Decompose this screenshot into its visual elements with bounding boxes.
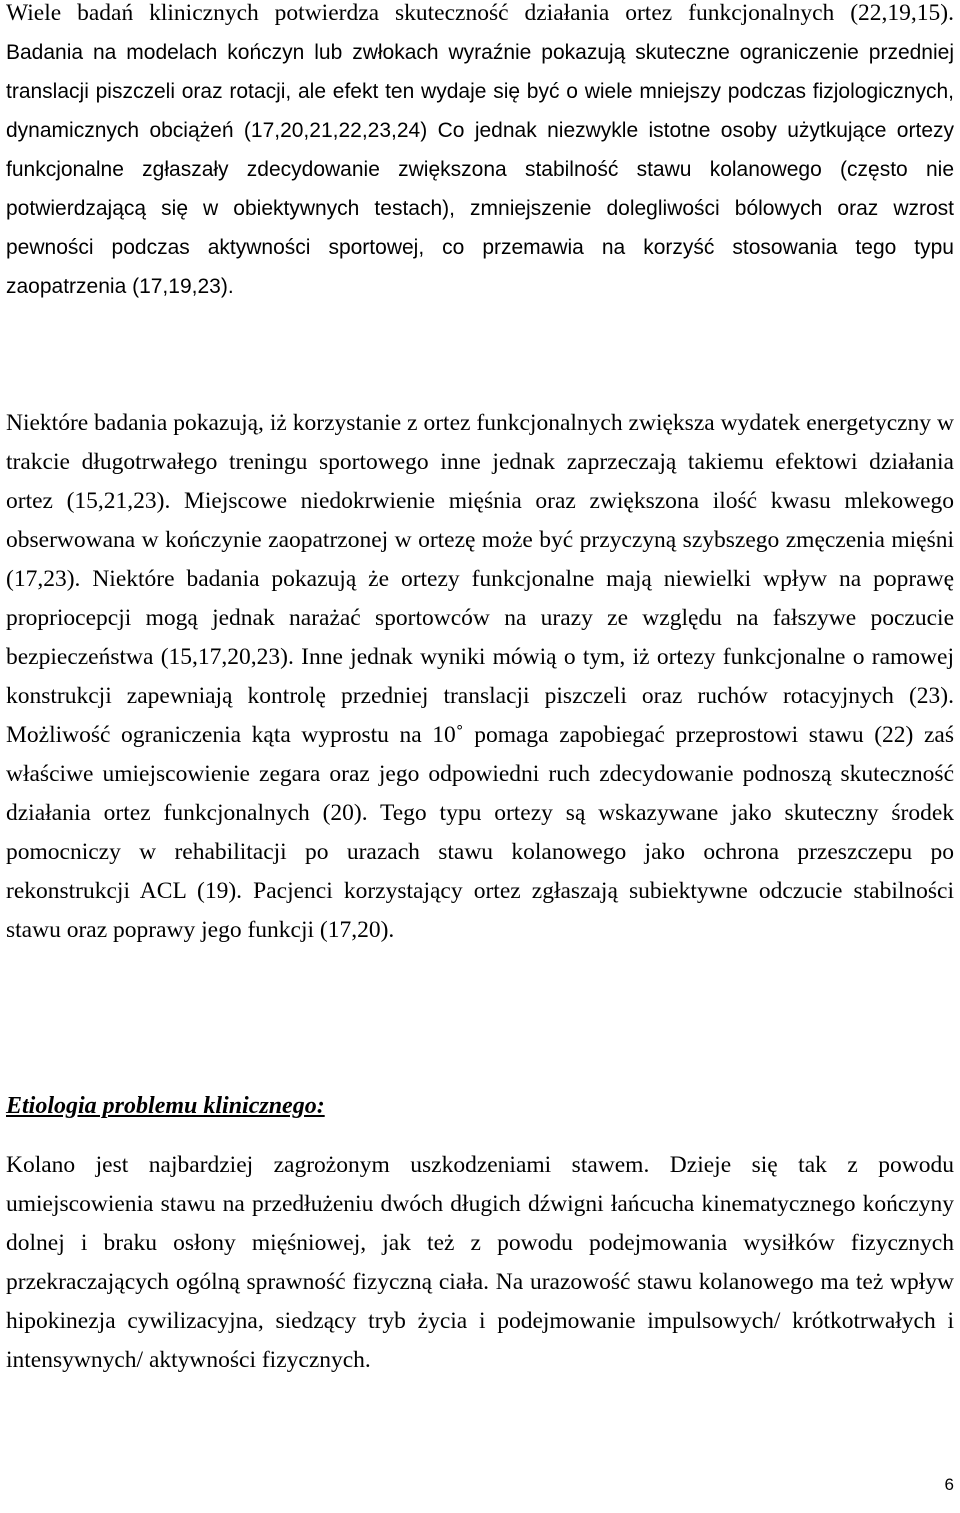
paragraph-knee-injury: Kolano jest najbardziej zagrożonym uszkodzeniami stawem. Dzieje się tak z powodu umiejscowienia stawu na przedłużeniu dwóch długich dźwigni łańcucha kinematycznego kończyny dolnej i braku osłony mięśniowej, jak też z powodu podejmowania wysiłków fizycznych przekraczających ogólną sprawność fizyczną ciała. Na urazowość stawu kolanowego ma też wpływ hipokinezja cywilizacyjna, siedzący tryb życia i podejmowanie impulsowych/ krótkotrwałych i intensywnych/ aktywności fizycznych. — [6, 1152, 954, 1373]
paragraph-energy-expenditure: Niektóre badania pokazują, iż korzystanie z ortez funkcjonalnych zwiększa wydatek energetyczny w trakcie długotrwałego treningu sportowego inne jednak zaprzeczają takiemu efektowi działania ortez (15,21,23). Miejscowe niedokrwienie mięśnia oraz zwiększona ilość kwasu mlekowego obserwowana w kończynie zaopatrzonej w ortezę może być przyczyną szybszego zmęczenia mięśni (17,23). Niektóre badania pokazują że ortezy funkcjonalne mają niewielki wpływ na poprawę propriocepcji mogą jednak narażać sportowców na urazy ze względu na fałszywe poczucie bezpieczeństwa (15,17,20,23). Inne jednak wyniki mówią o tym, iż ortezy funkcjonalne o ramowej konstrukcji zapewniają kontrolę przedniej translacji piszczeli oraz ruchów rotacyjnych (23). Możliwość ograniczenia kąta wyprostu na 10˚ pomaga zapobiegać przeprostowi stawu (22) zaś właściwe umiejscowienie zegara oraz jego odpowiedni ruch zdecydowanie podnoszą skuteczność działania ortez funkcjonalnych (20). Tego typu ortezy są wskazywane jako skuteczny środek pomocniczy w rehabilitacji po urazach stawu kolanowego jako ochrona przeszczepu po rekonstrukcji ACL (19). Pacjenci korzystający ortez zgłaszają subiektywne odczucie stabilności stawu oraz poprawy jego funkcji (17,20). — [6, 410, 954, 943]
paragraph-1-sans-part: Badania na modelach kończyn lub zwłokach wyraźnie pokazują skuteczne ograniczenie przedniej translacji piszczeli oraz rotacji, ale efekt ten wydaje się być o wiele mniejszy podczas fizjologicznych, dynamicznych obciążeń (17,20,21,22,23,24) Co jednak niezwykle istotne osoby użytkujące ortezy funkcjonalne zgłaszały zdecydowanie zwiększona stabilność stawu kolanowego (często nie potwierdzającą się w obiektywnych testach), zmniejszenie dolegliwości bólowych oraz wzrost pewności podczas aktywności sportowej, co przemawia na korzyść stosowania tego typu zaopatrzenia (17,19,23). — [6, 41, 954, 298]
paragraph-orthosis-effectiveness — [6, 0, 954, 306]
paragraph-1-serif-part: Wiele badań klinicznych potwierdza skuteczność działania ortez funkcjonalnych (22,19,15). — [6, 0, 954, 26]
section-heading-etiology: Etiologia problemu klinicznego: — [6, 1093, 325, 1119]
page-number: 6 — [944, 1475, 954, 1494]
